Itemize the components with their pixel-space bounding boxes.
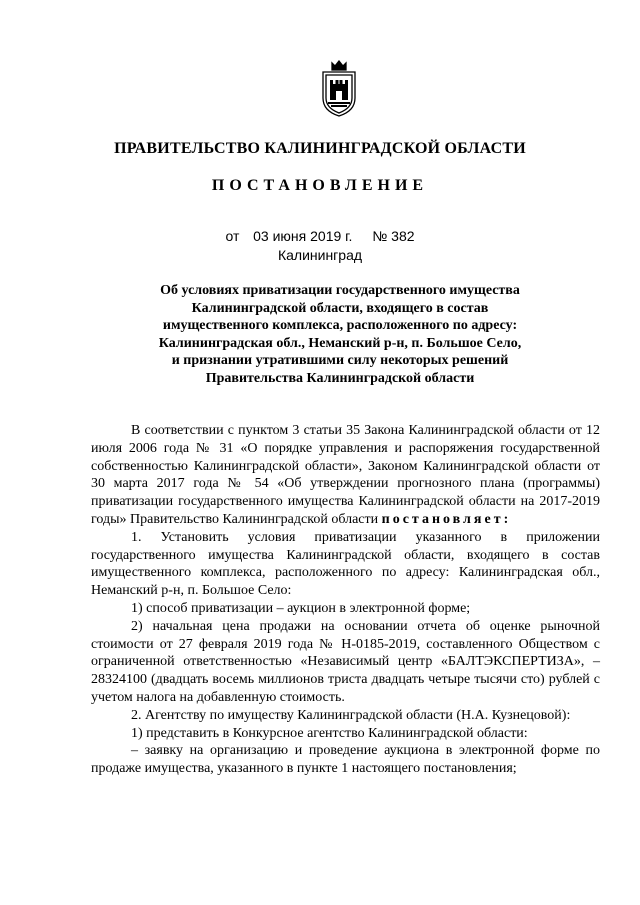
- subject-line: Калининградской области, входящего в состав: [191, 300, 489, 316]
- subject-line: Правительства Калининградской области: [205, 370, 475, 386]
- date-prefix: от: [225, 228, 240, 244]
- subject-line: имущественного комплекса, расположенного по адресу:: [162, 318, 518, 333]
- preamble-paragraph: [91, 422, 600, 529]
- government-name: ПРАВИТЕЛЬСТВО КАЛИНИНГРАДСКОЙ ОБЛАСТИ: [114, 140, 526, 157]
- resolves-word: постановляет:: [381, 511, 512, 527]
- number-prefix: №: [372, 228, 388, 244]
- item-2-1-a: – заявку на организацию и проведение аукциона в электронной форме по продаже имущества, указанного в пункте 1 настоящего постановления;: [91, 743, 600, 777]
- city-name: Калининград: [277, 247, 363, 263]
- preamble-text: В соответствии с пунктом 3 статьи 35 Закона Калининградской области от 12 июля 2006 года № 31 «О порядке управления и распоряжения государственной собственностью Калининградской области», Законом Калининградской области от 30 марта 2017 года № 54 «Об утверждении прогнозного плана (программы) приватизации государственного имущества Калининградской области на 2017-2019 годы» Правительство Калининградской области: [91, 423, 600, 527]
- document-body: [91, 422, 600, 778]
- coat-of-arms-icon: [318, 60, 360, 118]
- document-date: 03 июня 2019 г.: [253, 228, 353, 244]
- subject-line: Об условиях приватизации государственного имущества: [160, 283, 520, 298]
- document-type: ПОСТАНОВЛЕНИЕ: [211, 177, 429, 194]
- item-1: 1. Установить условия приватизации указанного в приложении государственного имущества Калининградской области, входящего в состав имущественного комплекса, расположенного по адресу: Калининградская обл., Неманский р-н, п. Большое Село:: [91, 529, 600, 599]
- document-number: 382: [391, 228, 415, 244]
- date-line: [0, 228, 640, 244]
- subject-line: Калининградская обл., Неманский р-н, п. Большое Село,: [158, 335, 522, 351]
- item-2-1: 1) представить в Конкурсное агентство Калининградской области:: [131, 725, 528, 741]
- subject-line: и признании утратившими силу некоторых решений: [171, 353, 509, 368]
- item-1-1: 1) способ приватизации – аукцион в электронной форме;: [131, 600, 471, 616]
- document-subject: [130, 282, 550, 387]
- item-1-2: 2) начальная цена продажи на основании отчета об оценке рыночной стоимости от 27 февраля 2019 года № Н-0185-2019, составленного Обществом с ограниченной ответственностью «Независимый центр «БАЛТЭКСПЕРТИЗА», – 28324100 (двадцать восемь миллионов триста двадцать четыре тысячи сто) рублей с учетом налога на добавленную стоимость.: [91, 618, 600, 705]
- item-2: 2. Агентству по имуществу Калининградской области (Н.А. Кузнецовой):: [131, 707, 571, 723]
